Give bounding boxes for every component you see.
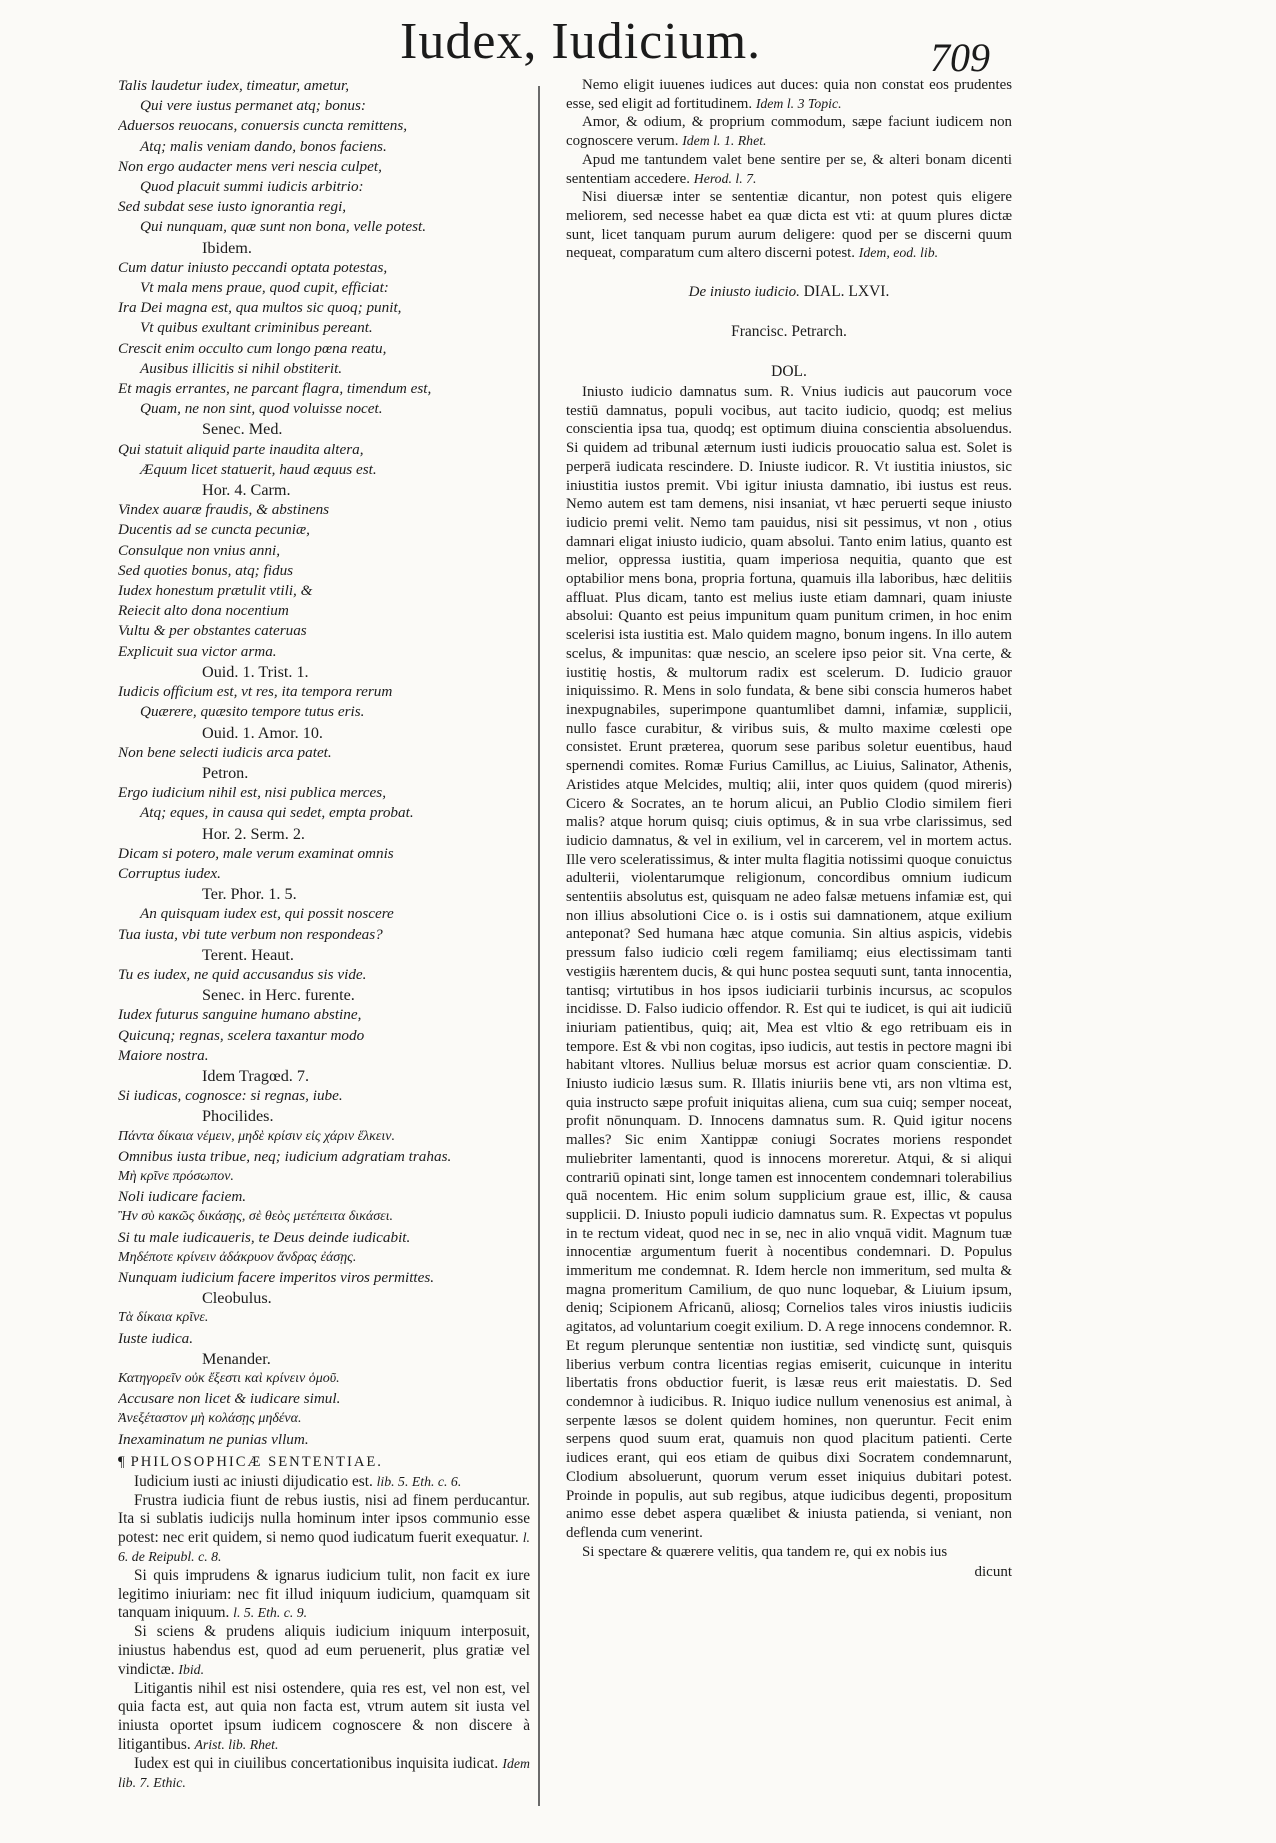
sententia-paragraph — [118, 1755, 530, 1793]
sententia-paragraph — [118, 1473, 530, 1492]
verse-line: Tua iusta, vbi tute verbum non respondeas? — [118, 925, 383, 943]
verse-line: Iudex honestum prætulit vtili, & — [118, 582, 313, 600]
sententia-paragraph — [118, 1567, 530, 1623]
citation: Arist. lib. Rhet. — [194, 1736, 279, 1752]
verse-line: Tu es iudex, ne quid accusandus sis vide. — [118, 965, 367, 983]
verse-line: Et magis errantes, ne parcant flagra, timendum est, — [118, 380, 432, 398]
section-heading — [118, 1454, 530, 1471]
dialogue-paragraph: Iniusto iudicio damnatus sum. R. Vnius iudicis aut paucorum voce testiū damnatus, populi vocibus, aut tacito iudicio, quodq; est melius conscientia ipsa tua, quodq; est optimum diuina conscientia absoluendus. Si quidem ad tribunal æternum iusti iudicis prouocatio salua est. Solet is perperā iudicata rescindere. D. Iniuste iudicor. R. Vt iustitia iniustos, sic iniustitia iustos premit. Vbi igitur iniusta damnatio, ibi iustus est reus. Nemo autem est tam demens, nisi insaniat, vt hæc peruerti seque iniusto iudicio premi velit. Nemo tam pauidus, nisi sit pessimus, vt non , otius damnari eligat iniusto iudicio, quam absolui. Tanto enim latius, quanto est melior, oppressa iustitia, quam imperiosa nequitia, quanto que est optabilior mens bona, propria fortuna, quamuis illa laboribus, hæc delitiis affluat. Plus dicam, tanto est melius iuste etiam damnari, quam iniuste absolui: Quanto est peius impunitum quam punitum crimen, in hoc enim scelerisi ista iustitia est. Malo quidem magno, bonum ingens. In illo autem scelus, & impunitas: quæ nescio, an scelere ipso peior sit. Vna certe, & iustitię hostis, & multorum radix est scelerum. D. Iudicio grauor iniquissimo. R. Mens in solo fundata, & bene sibi conscia humeros habet inexpugnabiles, superimpone quantumlibet damni, infamiæ, supplicii, nullo fasce curabitur, & viribus suis, & multo maxime cœlesti ope consistet. Erunt præterea, quorum sese paribus soletur euentibus, haud spernendi comites. Romæ Furius Camillus, ac Liuius, Salinator, Athenis, Aristides atque Melcides, multiq; alii, inter quos quidem (quod mireris) Cicero & Socrates, an te horum alicui, an Publio Clodio similem fieri malis? atque horum quisq; ciuis optimus, & in sua vrbe clarissimus, sed iudicio damnatus, & vel in exilium, vel in carcerem, vel in mortem actus. Ille vero sceleratissimus, & inter multa flagitia notissimi quoque conuictus adulterii, violentarumque religionum, concordibus omnium iudicum sententiis absolutus est, quisquam ne adeo falsæ metuens infamiæ est, qui non illius absolutioni Cice o. is i ostis sui damnationem, atque exilium anteponat? Sed humana hæc atque comunia. Sin altius aspicis, videbis pressum falso iudicio cœli regem familiamq; eius electissimam tanti vestigiis hærentem ducis, & qui hunc postea sequuti sunt, tanta innocentia, tantisq; virtutibus in hos ipsos iudiciarii turbinis incursus, ac scopulos incidisse. D. Falso iudicio offendor. R. Est qui te iudicet, is qui ait iudiciū iniuriam patientibus, quiq; ait, Mea est vltio & ego retribuam eis in tempore. Est & vbi non cogitas, ipso iudicis, aut testis in pectore magni ibi habitant vltores. Nullius beluæ morsus est acrior quam conscientiæ. D. Iniusto iudicio læsus sum. R. Illatis iniuriis bene vti, ars non vltima est, quia instructo sæpe profuit iniquitas aliena, cum sua cuiq; semper noceat, profit nōnunquam. D. Innocens damnatus sum. R. Quid igitur nocens malles? Sic enim Xantippæ coniugi Socrates moriens respondet muliebriter lamentanti, quod is innocens moreretur. Atqui, & si aliqui contrariū opinati sint, longe tamen est innocentem condemnari tolerabilius quā nocentem. Hic enim solum supplicium graue est, illic, & causa supplicii. D. Iniusto populi iudicio damnatus sum. R. Expectas vt populus in te rectum videat, quod nec in se, nec in alio vnquā vidit. Magnum tuæ innocentiæ argumentum fuerit à nocentibus condemnari. D. Populus immeritum me condemnat. R. Idem hercle non immeritum, sed multa & magna promeritum Camilium, de quo nunc loquebar, & Liuium ipsum, deniq; Scipionem Africanū, aliosq; Cornelios tales viros iniustis iudiciis agitatos, ad voluntarium coegit exilium. D. A rege innocens condemnor. R. Et regum plerunque sententiæ non iustitiæ, sed vindictę sunt, quisquis liberius verbum contra licentias regias emiserit, cuicunque in interitu libertatis frons obductior fuerit, is læsæ reus erit maiestatis. D. Sed condemnor à iudicibus. R. Iniquo iudice nullum venenosius est animal, à serpente læsos se dolent quidem homines, non queruntur. Fecit enim serpens quod suum erat, quamuis non quod placitum patienti. Certe iudices erant, qui eos etiam de quibus dixi Socratem condemnarunt, Clodium absoluerunt, quorum verum esset iniquius dubitari potest. Proinde in populis, aut sub regibus, atque iudicibus degenti, propositum animo esse debet aspera quælibet & iniusta patienda, si veniant, non deflenda cum venerint. — [566, 384, 1012, 1541]
greek-line: Πάντα δίκαια νέμειν, μηδὲ κρίσιν εἰς χάριν ἕλκειν. — [118, 1128, 395, 1144]
verse-line: Qui vere iustus permanet atq; bonus: — [140, 97, 366, 115]
citation: Idem lib. 7. Ethic. — [118, 1755, 530, 1790]
citation: l. 6. de Reipubl. c. 8. — [118, 1530, 530, 1564]
source-attribution: Ibidem. — [202, 238, 252, 257]
column-divider — [538, 86, 540, 1806]
verse-line: Si iudicas, cognosce: si regnas, iube. — [118, 1087, 343, 1105]
paragraph-text: Nemo eligit iuuenes iudices aut duces: quia non constat eos prudentes esse, sed eligit ad fortitudinem. — [566, 77, 1012, 112]
paragraph-text: Amor, & odium, & proprium commodum, sæpe faciunt iudicem non cognoscere verum. — [566, 114, 1012, 150]
source-attribution: Menander. — [202, 1349, 271, 1368]
latin-translation: Si tu male iudicaueris, te Deus deinde iudicabit. — [118, 1228, 411, 1246]
source-attribution: Hor. 4. Carm. — [202, 481, 291, 500]
verse-line: Atq; eques, in causa qui sedet, empta probat. — [140, 804, 414, 822]
verse-line: Cum datur iniusto peccandi optata potestas, — [118, 258, 388, 276]
paragraph-text: Nisi diuersæ inter se sententiæ dicantur, non potest quis eligere meliorem, sed necesse habet ea quæ dicta est vti: at quum plures dictæ sunt, licet tanquam purum aurum deligere: quod per se discerni quum nequeat, comparatum cum altero discerni potest. — [566, 189, 1012, 262]
verse-line: Talis laudetur iudex, timeatur, ametur, — [118, 77, 350, 94]
paragraph-text: Frustra iudicia fiunt de rebus iustis, nisi ad finem perducantur. Ita si sublatis iudicijs nulla hominum inter ipsos communio esse potest: nec erit quidem, si nemo quod iudicatum fuerit exequatur. — [118, 1491, 530, 1547]
source-attribution: Senec. in Herc. furente. — [202, 986, 355, 1005]
sententia-paragraph — [566, 76, 1012, 113]
verse-line: Vt mala mens praue, quod cupit, efficiat: — [140, 279, 389, 297]
verse-line: Dicam si potero, male verum examinat omnis — [118, 844, 394, 862]
verse-line: Vultu & per obstantes cateruas — [118, 622, 307, 640]
latin-translation: Inexaminatum ne punias vllum. — [118, 1430, 309, 1448]
verse-line: Sed subdat sese iusto ignorantia regi, — [118, 198, 347, 216]
sententia-paragraph — [118, 1492, 530, 1567]
source-attribution: Ouid. 1. Trist. 1. — [202, 662, 309, 681]
source-attribution: Phocilides. — [202, 1107, 274, 1126]
section-heading-text: PHILOSOPHICÆ SENTENTIAE. — [130, 1453, 383, 1470]
latin-translation: Noli iudicare faciem. — [118, 1188, 247, 1206]
greek-line: Μὴ κρῖνε πρόσωπον. — [118, 1168, 234, 1184]
latin-translation: Omnibus iusta tribue, neq; iudicium adgratiam trahas. — [118, 1147, 452, 1165]
greek-line: Κατηγορεῖν οὐκ ἔξεστι καὶ κρίνειν ὁμοῦ. — [118, 1371, 340, 1386]
verse-line: Qui nunquam, quæ sunt non bona, velle potest. — [140, 218, 427, 236]
verse-line: Ausibus illicitis si nihil obstiterit. — [140, 359, 343, 377]
dialogue-paragraph: Si spectare & quærere velitis, qua tandem re, qui ex nobis ius — [582, 1543, 948, 1560]
verse-line: Vt quibus exultant criminibus pereant. — [140, 319, 373, 337]
paragraph-text: Iudex est qui in ciuilibus concertationibus inquisita iudicat. — [134, 1754, 503, 1772]
citation: lib. 5. Eth. c. 6. — [376, 1473, 462, 1489]
dialogue-title — [566, 281, 1012, 303]
dialogue-title-italic: De iniusto iudicio. — [688, 284, 804, 301]
verse-line: Crescit enim occulto cum longo pœna reatu, — [118, 339, 387, 357]
verse-line: Corruptus iudex. — [118, 864, 221, 882]
verse-line: Explicuit sua victor arma. — [118, 642, 277, 660]
sententia-paragraph — [118, 1623, 530, 1679]
greek-line: Ἢν σὺ κακῶς δικάσῃς, σὲ θεὸς μετέπειτα δικάσει. — [118, 1209, 394, 1225]
paragraph-text: Si sciens & prudens aliquis iudicium iniquum interposuit, iniustus habendus est, quod ad eum peruenerit, plus gratiæ vel vindictæ. — [118, 1623, 530, 1678]
latin-translation: Accusare non licet & iudicare simul. — [118, 1390, 341, 1408]
verse-line: Reiecit alto dona nocentium — [118, 602, 289, 620]
source-attribution: Ouid. 1. Amor. 10. — [202, 723, 323, 742]
source-attribution: Hor. 2. Serm. 2. — [202, 824, 305, 843]
verse-line: Non ergo audacter mens veri nescia culpet, — [118, 157, 382, 175]
right-column — [566, 76, 1012, 1816]
sententia-paragraph — [566, 151, 1012, 188]
citation: Idem, eod. lib. — [858, 245, 939, 261]
page-number: 709 — [930, 35, 990, 80]
verse-line: Qui statuit aliquid parte inaudita altera, — [118, 440, 364, 458]
verse-line: Quicunq; regnas, scelera taxantur modo — [118, 1026, 365, 1044]
verse-line: Iudicis officium est, vt res, ita tempora rerum — [118, 683, 393, 701]
sententia-paragraph — [118, 1680, 530, 1755]
latin-translation: Nunquam iudicium facere imperitos viros permittes. — [118, 1268, 435, 1286]
citation: Herod. l. 7. — [693, 170, 757, 186]
greek-line: Ἀνεξέταστον μὴ κολάσῃς μηδένα. — [118, 1411, 302, 1427]
source-attribution: Cleobulus. — [202, 1289, 272, 1308]
source-attribution: Ter. Phor. 1. 5. — [202, 885, 297, 904]
paragraph-text: Litigantis nihil est nisi ostendere, quia res est, vel non est, vel quia facta est, aut quia non facta est, vtrum autem sit iusta vel iniusta oportet ipsum iudicem cognoscere & non discere à litigantibus. — [118, 1679, 530, 1753]
source-attribution: Idem Tragœd. 7. — [202, 1066, 310, 1085]
greek-line: Μηδέποτε κρίνειν ἀδάκρυον ἄνδρας ἐάσῃς. — [118, 1249, 357, 1265]
citation: Idem l. 1. Rhet. — [682, 133, 767, 149]
verse-line: Non bene selecti iudicis arca patet. — [118, 743, 332, 761]
verse-line: Atq; malis veniam dando, bonos faciens. — [140, 137, 387, 155]
verse-line: Maiore nostra. — [118, 1046, 209, 1064]
verse-line: Ducentis ad se cuncta pecuniæ, — [118, 521, 310, 539]
paragraph-text: Si quis imprudens & ignarus iudicium tulit, non facit ex iure legitimo iniuriam: nec fit illud iniquum iudicium, quamquam sit tanquam iniquum. — [118, 1566, 530, 1622]
verse-line: Æquum licet statuerit, haud æquus est. — [140, 460, 377, 478]
source-attribution: Senec. Med. — [202, 420, 283, 439]
paragraph-text: Apud me tantundem valet bene sentire per se, & alteri bonam dicenti sententiam accedere. — [566, 151, 1012, 187]
sententia-paragraph — [566, 113, 1012, 150]
citation: Idem l. 3 Topic. — [755, 95, 842, 111]
dialogue-number: DIAL. LXVI. — [803, 283, 890, 301]
greek-line: Τὰ δίκαια κρῖνε. — [118, 1310, 209, 1326]
verse-line: Aduersos reuocans, conuersis cuncta remittens, — [118, 117, 408, 135]
verse-line: Ira Dei magna est, qua multos sic quoq; punit, — [118, 299, 402, 317]
verse-line: Consulque non vnius anni, — [118, 541, 280, 559]
paragraph-text: Iudicium iusti ac iniusti dijudicatio est. — [134, 1472, 377, 1490]
dialogue-author: Francisc. Petrarch. — [731, 323, 847, 341]
sententia-paragraph — [566, 188, 1012, 263]
source-attribution: Petron. — [202, 763, 249, 782]
verse-line: Iudex futurus sanguine humano abstine, — [118, 1006, 362, 1024]
verse-line: Quam, ne non sint, quod voluisse nocet. — [140, 400, 383, 418]
pilcrow-mark: ¶ — [118, 1453, 127, 1470]
citation: l. 5. Eth. c. 9. — [233, 1605, 308, 1621]
verse-line: Quærere, quæsito tempore tutus eris. — [140, 703, 365, 721]
verse-line: Sed quoties bonus, atq; fidus — [118, 561, 294, 579]
verse-line: Ergo iudicium nihil est, nisi publica merces, — [118, 784, 386, 802]
dialogue-speaker: DOL. — [771, 363, 807, 381]
running-head-title: Iudex, Iudicium. — [400, 13, 762, 70]
latin-translation: Iuste iudica. — [118, 1329, 194, 1347]
catchword: dicunt — [974, 1564, 1012, 1581]
source-attribution: Terent. Heaut. — [202, 945, 294, 964]
left-column — [118, 76, 530, 1816]
verse-line: Quod placuit summi iudicis arbitrio: — [140, 178, 364, 196]
citation: Ibid. — [178, 1661, 205, 1677]
verse-line: Vindex auaræ fraudis, & abstinens — [118, 501, 330, 519]
verse-line: An quisquam iudex est, qui possit noscere — [140, 905, 394, 923]
